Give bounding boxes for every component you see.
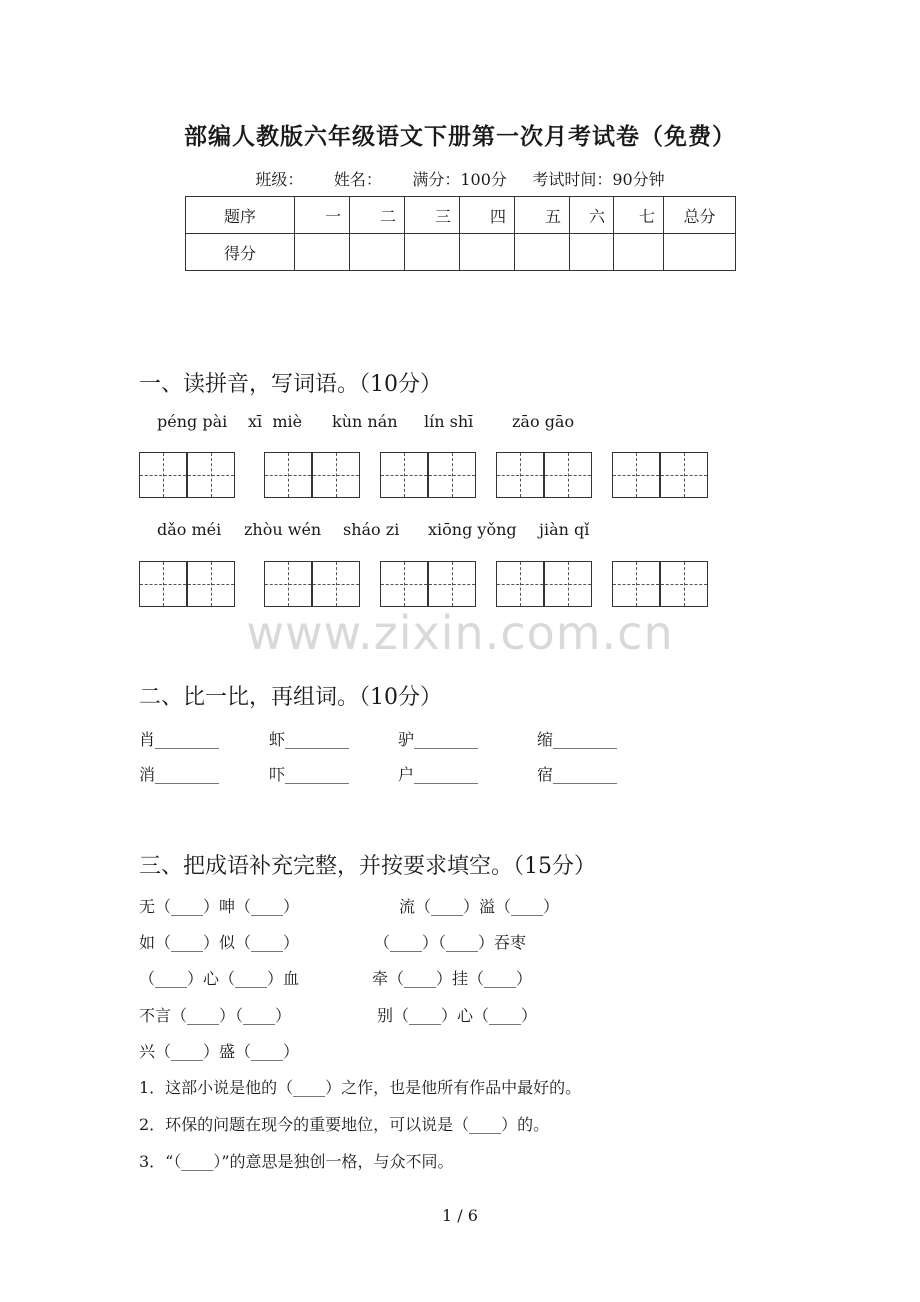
writing-box[interactable]	[612, 452, 660, 498]
idiom-item: （____）心（____）血	[139, 969, 300, 988]
grid-guide-line	[313, 584, 359, 585]
writing-box[interactable]	[428, 561, 476, 607]
idiom-item: 如（____）似（____）	[139, 933, 300, 952]
writing-box[interactable]	[496, 452, 544, 498]
grid-guide-line	[313, 475, 359, 476]
section-1-heading: 一、读拼音，写词语。（10分）	[139, 372, 442, 397]
grid-guide-line	[140, 475, 186, 476]
compare-word-item: 吓________	[269, 765, 350, 784]
grid-guide-line	[497, 584, 543, 585]
grid-guide-line	[265, 584, 311, 585]
writing-box[interactable]	[312, 561, 360, 607]
writing-box[interactable]	[139, 452, 187, 498]
pinyin-label: péng pài	[157, 412, 228, 431]
writing-box[interactable]	[264, 452, 312, 498]
score-input-cell[interactable]	[664, 234, 736, 271]
section-3-heading: 三、把成语补充完整，并按要求填空。（15分）	[139, 854, 596, 879]
grid-guide-line	[381, 475, 427, 476]
table-cell: 二	[350, 197, 405, 234]
grid-guide-line	[661, 475, 707, 476]
compare-word-item: 消________	[139, 765, 220, 784]
pinyin-label: zāo gāo	[512, 412, 575, 431]
score-input-cell[interactable]	[295, 234, 350, 271]
grid-guide-line	[545, 584, 591, 585]
table-cell: 题序	[186, 197, 295, 234]
pinyin-label: sháo zi	[343, 520, 400, 539]
score-input-cell[interactable]	[405, 234, 460, 271]
pinyin-label: kùn nán	[332, 412, 398, 431]
watermark: www.zixin.com.cn	[246, 606, 674, 660]
writing-box[interactable]	[312, 452, 360, 498]
pinyin-label: xiōng yǒng	[428, 520, 517, 539]
grid-guide-line	[188, 475, 234, 476]
table-cell: 七	[614, 197, 664, 234]
idiom-item: （____）（____）吞枣	[374, 933, 527, 952]
pinyin-label: dǎo méi	[157, 520, 222, 539]
table-cell: 一	[295, 197, 350, 234]
writing-box[interactable]	[496, 561, 544, 607]
table-cell: 四	[460, 197, 515, 234]
writing-box[interactable]	[187, 561, 235, 607]
grid-guide-line	[497, 475, 543, 476]
score-input-cell[interactable]	[460, 234, 515, 271]
compare-word-item: 宿________	[537, 765, 618, 784]
writing-box[interactable]	[612, 561, 660, 607]
table-cell: 三	[405, 197, 460, 234]
compare-word-item: 肖________	[139, 730, 220, 749]
table-cell: 六	[570, 197, 614, 234]
score-input-cell[interactable]	[570, 234, 614, 271]
grid-guide-line	[613, 584, 659, 585]
grid-guide-line	[613, 475, 659, 476]
pinyin-label: lín shī	[424, 412, 474, 431]
exam-info: 班级： 姓名： 满分：100分 考试时间：90分钟	[255, 170, 665, 189]
section-2-heading: 二、比一比，再组词。（10分）	[139, 685, 442, 710]
score-table	[185, 196, 736, 271]
score-input-cell[interactable]	[350, 234, 405, 271]
grid-guide-line	[429, 584, 475, 585]
score-input-cell[interactable]	[614, 234, 664, 271]
grid-guide-line	[381, 584, 427, 585]
compare-word-item: 缩________	[537, 730, 618, 749]
compare-word-item: 驴________	[398, 730, 479, 749]
pinyin-label: xī miè	[248, 412, 303, 431]
grid-guide-line	[429, 475, 475, 476]
grid-guide-line	[265, 475, 311, 476]
writing-box[interactable]	[264, 561, 312, 607]
writing-box[interactable]	[544, 561, 592, 607]
pinyin-label: jiàn qǐ	[539, 520, 590, 539]
table-cell: 得分	[186, 234, 295, 271]
grid-guide-line	[140, 584, 186, 585]
score-table-score-row	[186, 234, 736, 271]
score-table-header-row	[186, 197, 736, 234]
writing-box[interactable]	[660, 561, 708, 607]
grid-guide-line	[188, 584, 234, 585]
page-number: 1 / 6	[442, 1206, 478, 1225]
writing-box[interactable]	[660, 452, 708, 498]
idiom-item: 不言（____）（____）	[139, 1006, 292, 1025]
idiom-item: 别（____）心（____）	[377, 1006, 538, 1025]
idiom-item: 流（____）溢（____）	[399, 897, 560, 916]
writing-box[interactable]	[380, 452, 428, 498]
writing-box[interactable]	[544, 452, 592, 498]
question-item: 1．这部小说是他的（____）之作，也是他所有作品中最好的。	[139, 1078, 582, 1097]
idiom-item: 牵（____）挂（____）	[372, 969, 533, 988]
idiom-item: 兴（____）盛（____）	[139, 1042, 300, 1061]
pinyin-label: zhòu wén	[244, 520, 322, 539]
score-input-cell[interactable]	[515, 234, 570, 271]
compare-word-item: 户________	[398, 765, 479, 784]
question-item: 2．环保的问题在现今的重要地位，可以说是（____）的。	[139, 1115, 550, 1134]
table-cell: 总分	[664, 197, 736, 234]
grid-guide-line	[545, 475, 591, 476]
table-cell: 五	[515, 197, 570, 234]
writing-box[interactable]	[139, 561, 187, 607]
question-item: 3．“（____）”的意思是独创一格，与众不同。	[139, 1152, 454, 1171]
writing-box[interactable]	[187, 452, 235, 498]
idiom-item: 无（____）呻（____）	[139, 897, 300, 916]
grid-guide-line	[661, 584, 707, 585]
writing-box[interactable]	[428, 452, 476, 498]
page-title: 部编人教版六年级语文下册第一次月考试卷（免费）	[184, 123, 736, 150]
compare-word-item: 虾________	[269, 730, 350, 749]
writing-box[interactable]	[380, 561, 428, 607]
